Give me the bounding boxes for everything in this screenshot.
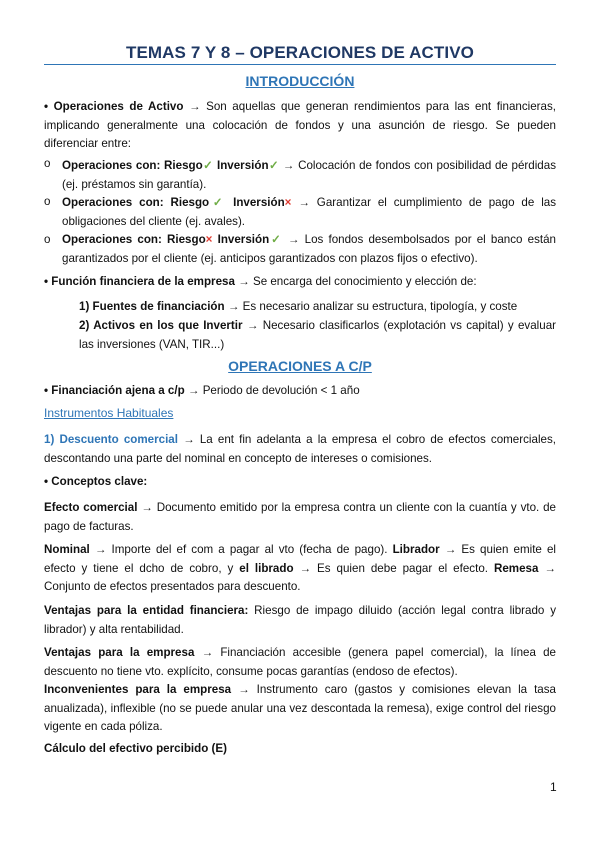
paragraph-funcion-financiera: • Función financiera de la empresa → Se encarga del conocimiento y elección de:: [44, 275, 477, 288]
check-icon: ✓: [269, 233, 283, 246]
paragraph-descuento-comercial: 1) Descuento comercial → La ent fin adelanta a la empresa el cobro de efectos comerciales, descontando una parte del nominal en concepto de intereses o comisiones.: [44, 433, 556, 465]
list-item-op-1: Operaciones con: Riesgo✓ Inversión✓ → Colocación de fondos con posibilidad de pérdidas (ej. préstamos sin garantía).: [62, 159, 556, 191]
subheading-instrumentos: Instrumentos Habituales: [44, 406, 174, 420]
check-icon: ✓: [209, 196, 227, 209]
title-divider: [44, 64, 556, 65]
term-operaciones-activo: • Operaciones de Activo: [44, 100, 184, 113]
definition-text: → Son aquellas que generan rendimientos para las ent financieras, implicando generalmente una colocación de fondos y una asunción de riesgo. Se pueden diferenciar entre:: [44, 100, 556, 150]
paragraph-operaciones-activo: [44, 98, 556, 154]
list-item-op-3: Operaciones con: Riesgo× Inversión✓ → Los fondos desembolsados por el banco están garantizados por el cliente (ej. anticipos garantizados con plazos fijos o efectivo).: [62, 233, 556, 265]
paragraph-ventajas-empresa: Ventajas para la empresa → Financiación accesible (genera papel comercial), la línea de descuento no tiene vto. explícito, consume pocas garantías (endoso de efectos).: [44, 646, 556, 678]
item-fuentes-financiacion: 1) Fuentes de financiación → Es necesario analizar su estructura, tipología, y coste: [79, 300, 518, 313]
paragraph-financiacion-ajena: • Financiación ajena a c/p → Periodo de devolución < 1 año: [44, 384, 360, 397]
page-number: 1: [550, 780, 557, 794]
check-icon: ✓: [202, 159, 214, 172]
heading-calculo-efectivo: Cálculo del efectivo percibido (E): [44, 742, 227, 755]
check-icon: ✓: [268, 159, 280, 172]
paragraph-conceptos-clave: • Conceptos clave:: [44, 475, 148, 488]
cross-icon: ×: [284, 196, 292, 209]
section-heading-operaciones-cp: OPERACIONES A C/P: [228, 358, 372, 374]
paragraph-nominal: Nominal → Importe del ef com a pagar al vto (fecha de pago). Librador → Es quien emite el efecto y tiene el dcho de cobro, y el librado → Es quien debe pagar el efecto. Remesa → Conjunto de efectos presentados para descuento.: [44, 543, 556, 593]
cross-icon: ×: [205, 233, 213, 246]
section-heading-introduccion: INTRODUCCIÓN: [245, 73, 355, 89]
paragraph-inconvenientes: Inconvenientes para la empresa → Instrumento caro (gastos y comisiones elevan la tasa anualizada), inflexible (no se puede anular una vez descontada la remesa), exige control del riesgo vigente en cada póliza.: [44, 683, 556, 733]
paragraph-ventajas-entidad: Ventajas para la entidad financiera: Riesgo de impago diluido (acción legal contra librado y librador) y alta rentabilidad.: [44, 604, 556, 636]
list-bullet: o: [44, 233, 51, 246]
item-activos-invertir: 2) Activos en los que Invertir → Necesario clasificarlos (explotación vs capital) y evaluar las inversiones (VAN, TIR...): [79, 319, 557, 351]
paragraph-efecto-comercial: Efecto comercial → Documento emitido por la empresa contra un cliente con la cuantía y vto. de pago de facturas.: [44, 501, 556, 533]
list-item-op-2: Operaciones con: Riesgo✓ Inversión× → Garantizar el cumplimiento de pago de las obligaciones del cliente (ej. avales).: [62, 196, 557, 228]
page-title: TEMAS 7 Y 8 – OPERACIONES DE ACTIVO: [126, 43, 474, 62]
list-bullet: o: [44, 195, 51, 208]
list-bullet: o: [44, 157, 51, 170]
